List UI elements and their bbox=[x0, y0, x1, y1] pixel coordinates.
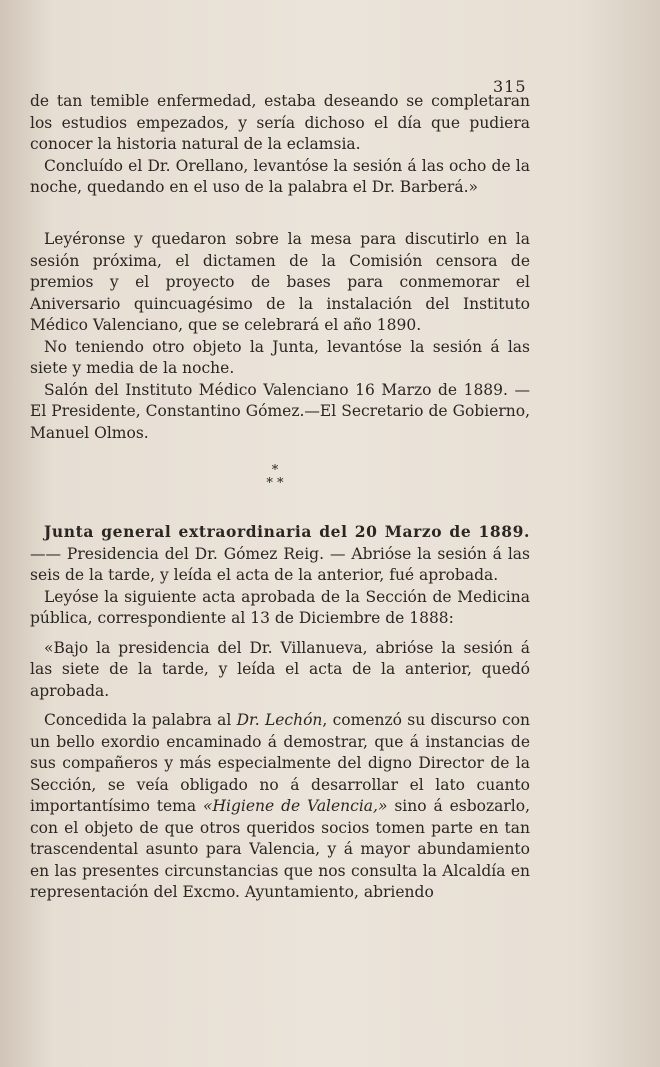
section-title: Junta general extraordinaria del 20 Marzo de 1889. bbox=[44, 522, 530, 541]
paragraph bbox=[30, 710, 530, 904]
speaker-name: Dr. Lechón bbox=[236, 711, 323, 729]
asterism-top: * bbox=[271, 463, 279, 478]
asterism-bottom: * * bbox=[266, 476, 284, 491]
signature-paragraph: Salón del Instituto Médico Valenciano 16 Marzo de 1889. — El Presidente, Constantino Gómez.—El Secretario de Gobierno, Manuel Olmos. bbox=[30, 380, 530, 442]
text-run: Concedida la palabra al bbox=[44, 711, 237, 729]
continued-minutes bbox=[30, 91, 530, 199]
paragraph: «Bajo la presidencia del Dr. Villanueva, abrióse la sesión á las siete de la tarde, y leída el acta de la anterior, quedó aprobada. bbox=[30, 638, 530, 700]
session-closing bbox=[30, 229, 530, 444]
paragraph: No teniendo otro objeto la Junta, levantóse la sesión á las siete y media de la noche. bbox=[30, 337, 530, 377]
paragraph: Concluído el Dr. Orellano, levantóse la sesión á las ocho de la noche, quedando en el uso de la palabra el Dr. Barberá.» bbox=[30, 156, 530, 196]
section-heading-paragraph bbox=[30, 521, 530, 587]
paragraph: de tan temible enfermedad, estaba deseando se completaran los estudios empezados, y sería dichoso el día que pudiera conocer la historia natural de la eclamsia. bbox=[30, 92, 530, 153]
section-intro: —— Presidencia del Dr. Gómez Reig. — Abrióse la sesión á las seis de la tarde, y leída el acta de la anterior, fué aprobada. bbox=[30, 544, 530, 584]
asterism-separator bbox=[255, 464, 295, 490]
paragraph: Leyéronse y quedaron sobre la mesa para discutirlo en la sesión próxima, el dictamen de la Comisión censora de premios y el proyecto de bases para conmemorar el Aniversario quincuagésimo de la instalación del Instituto Médico Valenciano, que se celebrará el año 1890. bbox=[30, 230, 530, 334]
extraordinary-session bbox=[30, 521, 530, 904]
text-run: sino á esbozarlo, con el objeto de que otros queridos socios tomen parte en tan trascendental asunto para Valencia, y á mayor abundamiento en las presentes circunstancias que nos consulta la Alcaldía en representación del Excmo. Ayuntamiento, abriendo bbox=[30, 797, 531, 901]
theme-title: «Higiene de Valencia,» bbox=[203, 797, 388, 815]
page-number: 315 bbox=[493, 77, 527, 96]
paragraph: Leyóse la siguiente acta aprobada de la Sección de Medicina pública, correspondiente al 13 de Diciembre de 1888: bbox=[30, 587, 530, 627]
text-run: , comenzó su discurso con un bello exordio encaminado á demostrar, que á instancias de sus compañeros y más especialmente del digno Director de la Sección, se veía obligado no á desarrollar el lato cuanto importantísimo tema bbox=[30, 711, 531, 815]
